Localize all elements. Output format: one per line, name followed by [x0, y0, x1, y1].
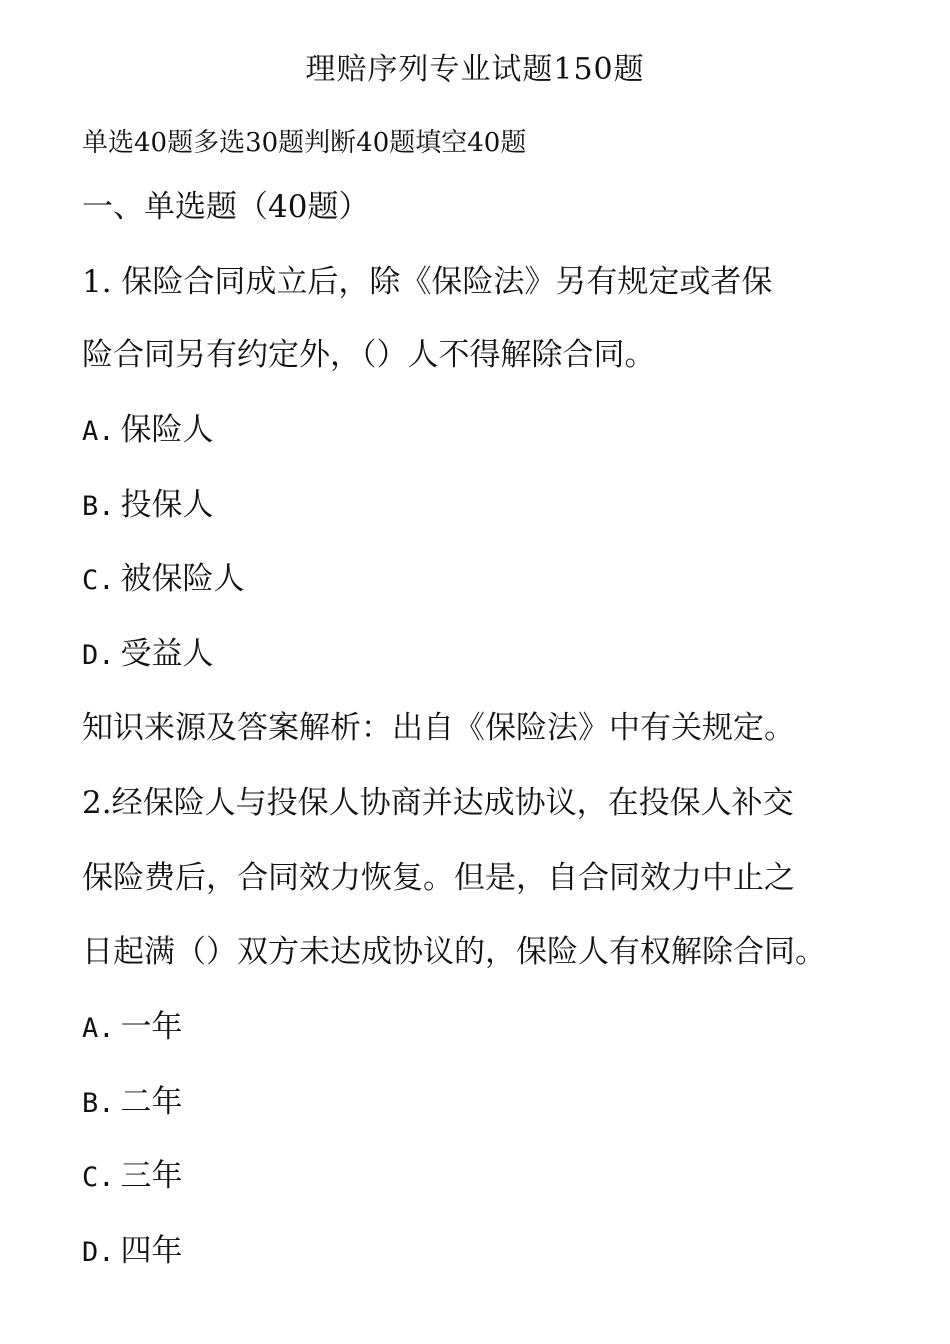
- document-title: 理赔序列专业试题150题: [305, 52, 645, 87]
- document-subtitle: 单选40题多选30题判断40题填空40题: [82, 128, 527, 158]
- question-2-stem-line-2: 保险费后，合同效力恢复。但是，自合同效力中止之: [82, 860, 795, 896]
- option-letter: A.: [82, 416, 115, 447]
- question-1-explanation: 知识来源及答案解析：出自《保险法》中有关规定。: [82, 710, 795, 746]
- option-letter: C.: [82, 565, 115, 596]
- question-1-stem-line-2: 险合同另有约定外，（）人不得解除合同。: [82, 337, 656, 373]
- option-letter: A.: [82, 1013, 115, 1044]
- question-2-stem-line-3: 日起满（）双方未达成协议的，保险人有权解除合同。: [82, 934, 826, 970]
- option-letter: B.: [82, 491, 115, 522]
- option-text: 受益人: [120, 636, 214, 672]
- option-letter: D.: [82, 1237, 115, 1268]
- option-text: 被保险人: [120, 561, 245, 597]
- question-1-option-b: [82, 484, 214, 528]
- option-text: 四年: [120, 1233, 183, 1269]
- question-2-option-d: [82, 1230, 183, 1274]
- section-heading: 一、单选题（40题）: [82, 189, 370, 225]
- question-2-option-b: [82, 1081, 183, 1125]
- question-1-option-a: [82, 409, 214, 453]
- question-1-option-d: [82, 633, 214, 677]
- option-text: 一年: [120, 1009, 183, 1045]
- option-text: 投保人: [120, 487, 214, 523]
- option-letter: D.: [82, 640, 115, 671]
- question-2-option-a: [82, 1006, 183, 1050]
- option-letter: B.: [82, 1088, 115, 1119]
- option-text: 三年: [120, 1158, 183, 1194]
- question-1-option-c: [82, 558, 245, 602]
- question-2-stem-line-1: 2.经保险人与投保人协商并达成协议，在投保人补交: [82, 785, 794, 821]
- question-2-option-c: [82, 1155, 183, 1199]
- option-letter: C.: [82, 1162, 115, 1193]
- option-text: 二年: [120, 1084, 183, 1120]
- option-text: 保险人: [120, 412, 214, 448]
- question-1-stem-line-1: 1. 保险合同成立后，除《保险法》另有规定或者保: [82, 264, 773, 300]
